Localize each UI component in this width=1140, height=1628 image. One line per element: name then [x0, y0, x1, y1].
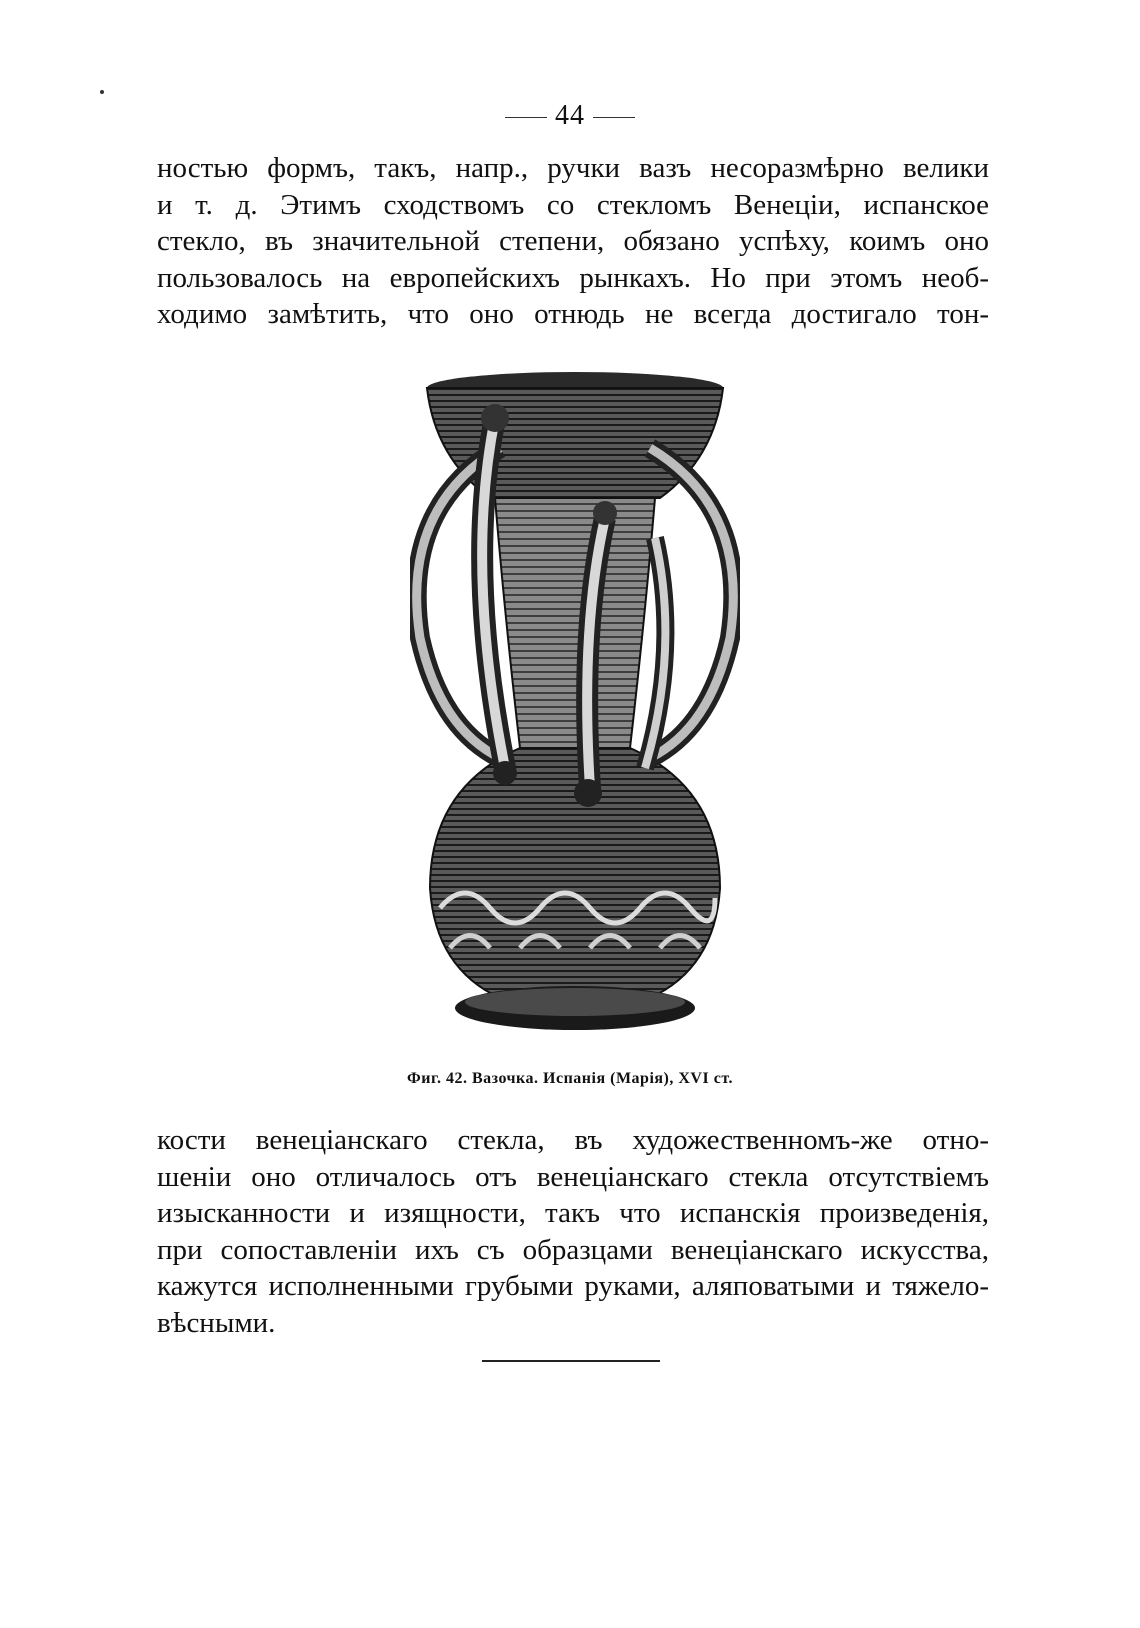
text-line: и т. д. Этимъ сходствомъ со стекломъ Венеціи, испанское: [157, 188, 989, 221]
page-number-text: 44: [555, 100, 585, 131]
vase-illustration: [410, 368, 740, 1058]
text-line: шеніи оно отличалось отъ венеціанскаго стекла отсутствіемъ: [157, 1160, 989, 1193]
page-number-dash-right: [593, 117, 635, 118]
text-line: ходимо замѣтить, что оно отнюдь не всегда достигало тон-: [157, 298, 989, 330]
text-line: пользовалось на европейскихъ рынкахъ. Но при этомъ необ-: [157, 261, 989, 294]
text-line: при сопоставленіи ихъ съ образцами венеціанскаго искусства,: [157, 1233, 989, 1266]
text-line: кажутся исполненными грубыми руками, аляповатыми и тяжело-: [157, 1270, 989, 1302]
paragraph-bottom: [157, 1122, 989, 1341]
text-line: ностью формъ, такъ, напр., ручки вазъ несоразмѣрно велики: [157, 152, 989, 184]
text-line: вѣсными.: [157, 1306, 276, 1339]
scan-speck: [100, 90, 104, 94]
text-line: стекло, въ значительной степени, обязано успѣху, коимъ оно: [157, 225, 989, 257]
paragraph-top: [157, 150, 989, 333]
section-divider: [482, 1360, 660, 1362]
figure-caption: Фиг. 42. Вазочка. Испанія (Марія), XVI ст.: [407, 1070, 733, 1087]
page-number-dash-left: [505, 117, 547, 118]
text-line: изысканности и изящности, такъ что испанскія произведенія,: [157, 1197, 989, 1229]
page-number: [0, 100, 1140, 132]
text-line: кости венеціанскаго стекла, въ художественномъ-же отно-: [157, 1124, 989, 1156]
